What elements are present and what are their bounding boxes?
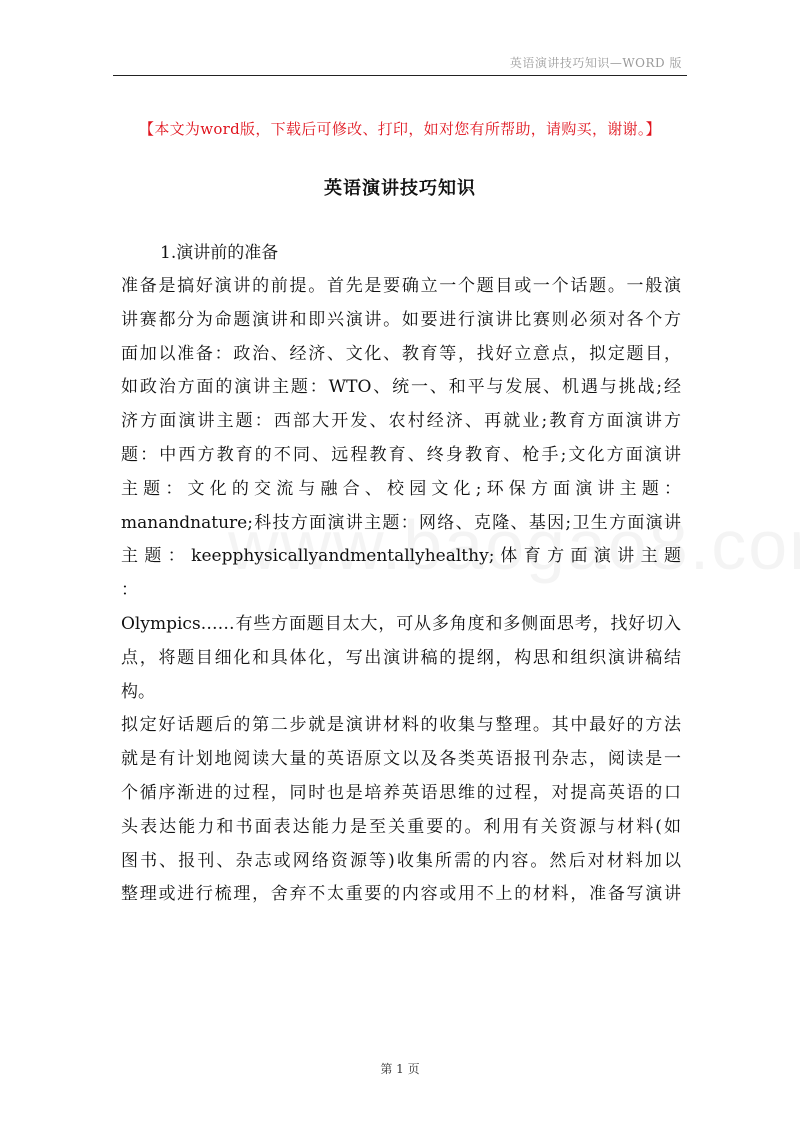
text-line: 就是有计划地阅读大量的英语原文以及各类英语报刊杂志，阅读是一 [121,749,681,770]
text-line: 图书、报刊、杂志或网络资源等)收集所需的内容。然后对材料加以 [121,850,681,871]
text-line: 主 题 ： keepphysicallyandmentallyhealthy; 体 育 方 面 演 讲 主 题 ： [121,546,681,601]
text-line: 构。 [121,681,155,702]
page-number: 第 1 页 [380,1062,420,1076]
text-line: 如政治方面的演讲主题：WTO、统一、和平与发展、机遇与挑战;经 [121,377,681,398]
text-line: manandnature;科技方面演讲主题：网络、克隆、基因;卫生方面演讲 [121,512,681,533]
text-line: 题：中西方教育的不同、远程教育、终身教育、枪手;文化方面演讲 [121,444,681,465]
document-title: 英语演讲技巧知识 [324,178,476,199]
text-line: 讲赛都分为命题演讲和即兴演讲。如要进行演讲比赛则必须对各个方 [121,309,681,330]
text-line: 准备是搞好演讲的前提。首先是要确立一个题目或一个话题。一般演 [121,276,681,296]
text-line: 济方面演讲主题：西部大开发、农村经济、再就业;教育方面演讲方 [121,411,681,432]
text-line: 拟定好话题后的第二步就是演讲材料的收集与整理。其中最好的方法 [121,715,681,736]
section-heading: 1.演讲前的准备 [160,243,279,263]
text-line: 个循序渐进的过程，同时也是培养英语思维的过程，对提高英语的口 [121,782,681,803]
text-line: 整理或进行梳理，舍弃不太重要的内容或用不上的材料，准备写演讲 [121,884,681,905]
header-divider [113,75,687,76]
paragraph-2 [121,709,681,912]
header-title: 英语演讲技巧知识—WORD 版 [509,56,682,70]
paragraph-1 [121,270,681,709]
download-notice: 【本文为word版，下载后可修改、打印，如对您有所帮助，请购买，谢谢。】 [139,120,661,138]
text-line: Olympics……有些方面题目太大，可从多角度和多侧面思考，找好切入 [121,613,681,634]
text-line: 点，将题目细化和具体化，写出演讲稿的提纲，构思和组织演讲稿结 [121,647,681,668]
text-line: 主题：文化的交流与融合、校园文化;环保方面演讲主题： [121,478,681,499]
text-line: 面加以准备：政治、经济、文化、教育等，找好立意点，拟定题目， [121,343,681,364]
document-body [121,270,681,912]
text-line: 头表达能力和书面表达能力是至关重要的。利用有关资源与材料(如 [121,816,681,837]
